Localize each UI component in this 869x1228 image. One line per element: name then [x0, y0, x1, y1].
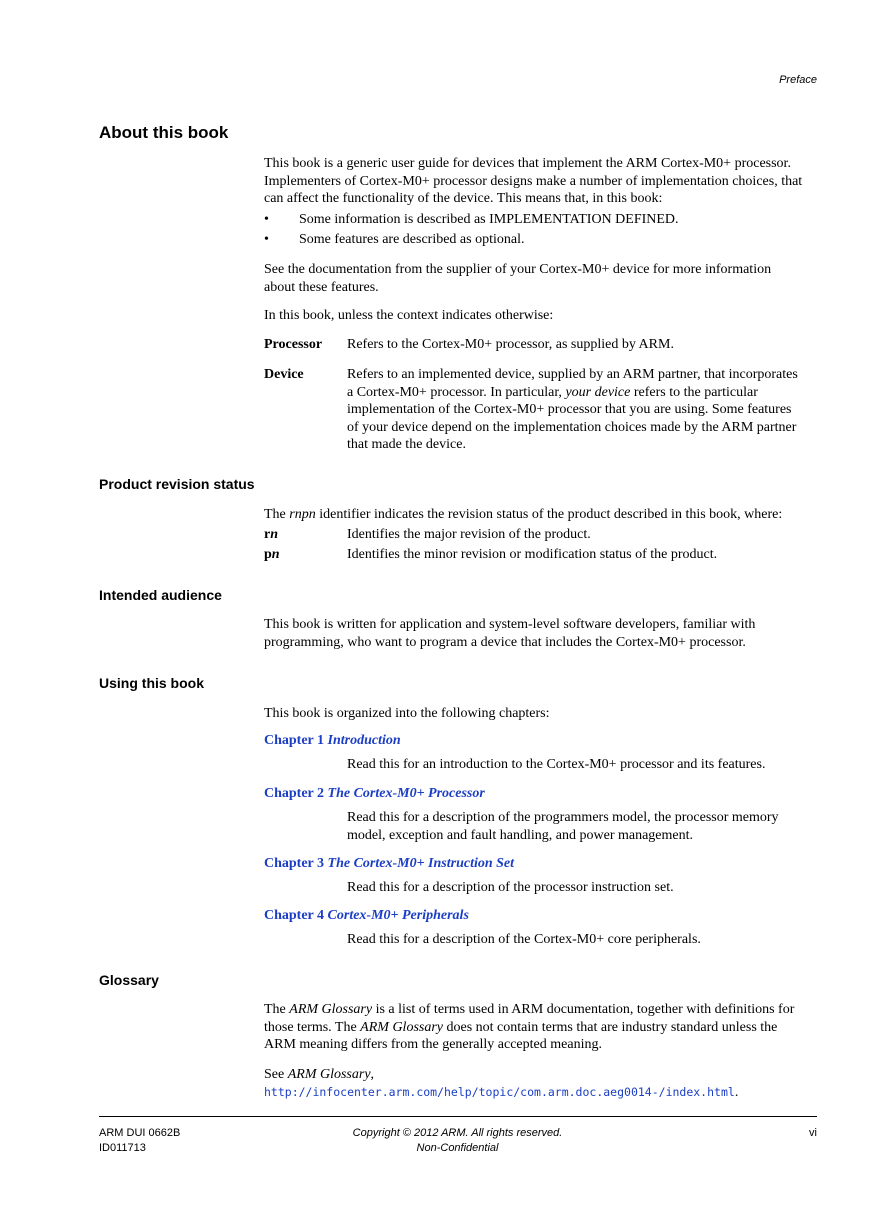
- list-item: • Some features are described as optional.: [264, 232, 525, 247]
- chapter-1-link[interactable]: Chapter 1 Introduction: [264, 733, 401, 748]
- section-heading-using: Using this book: [99, 675, 204, 691]
- audience-text: This book is written for application and system-level software developers, familiar with programming, who want to program a device that includes the Cortex-M0+ processor.: [264, 617, 756, 650]
- term-rn: rn: [264, 527, 279, 542]
- definition-processor: Refers to the Cortex-M0+ processor, as supplied by ARM.: [347, 337, 674, 352]
- running-header: Preface: [779, 74, 817, 86]
- glossary-text: The ARM Glossary is a list of terms used in ARM documentation, together with definitions for those terms. The ARM Glossary does not contain terms that are industry standard unless the ARM meaning differs from the generally accepted meaning.: [264, 1002, 795, 1052]
- doc-id-2: ID011713: [99, 1142, 146, 1154]
- about-paragraph-2: See the documentation from the supplier of your Cortex-M0+ device for more information about these features.: [264, 262, 772, 295]
- copyright: Copyright © 2012 ARM. All rights reserved.: [352, 1127, 563, 1139]
- chapter-3-link[interactable]: Chapter 3 The Cortex-M0+ Instruction Set: [264, 856, 515, 871]
- term-device: Device: [264, 367, 304, 382]
- section-heading-about: About this book: [99, 123, 229, 142]
- emphasis: your device: [565, 384, 631, 400]
- text-line: This book is a generic user guide for devices that implement the ARM Cortex-M0+ processor.: [264, 156, 791, 171]
- footer-divider: [99, 1116, 817, 1117]
- term-processor: Processor: [264, 337, 323, 352]
- chapter-4-link[interactable]: Chapter 4 Cortex-M0+ Peripherals: [264, 908, 469, 923]
- bullet-list: [264, 211, 819, 249]
- definition-pn: Identifies the minor revision or modification status of the product.: [347, 547, 718, 562]
- glossary-url-link[interactable]: http://infocenter.arm.com/help/topic/com.arm.doc.aeg0014-/index.html: [264, 1084, 735, 1099]
- doc-id: ARM DUI 0662B: [99, 1127, 181, 1139]
- page-number: vi: [809, 1127, 817, 1139]
- bullet: •: [264, 211, 269, 227]
- emphasis: rnpn: [289, 507, 316, 522]
- chapter-4-description: Read this for a description of the Cortex-M0+ core peripherals.: [347, 932, 701, 947]
- list-item: • Some information is described as IMPLEMENTATION DEFINED.: [264, 211, 679, 227]
- definition-rn: Identifies the major revision of the product.: [347, 527, 591, 542]
- section-heading-revision: Product revision status: [99, 476, 255, 492]
- bullet: •: [264, 232, 269, 247]
- definition-device: Refers to an implemented device, supplied by an ARM partner, that incorporates a Cortex-M0+ processor. In particular, your device refers to the particular implementation of the Cortex-M0+ processor that you are using. Some features of your device depend on the implementation choices made by the ARM partner that made the device.: [347, 367, 798, 452]
- using-intro: This book is organized into the following chapters:: [264, 706, 550, 721]
- about-paragraph-3: In this book, unless the context indicates otherwise:: [264, 308, 554, 323]
- about-intro: [264, 155, 819, 249]
- confidentiality: Non-Confidential: [416, 1142, 499, 1154]
- section-heading-audience: Intended audience: [99, 587, 222, 603]
- text-line: Implementers of Cortex-M0+ processor designs make a number of implementation choices, that: [264, 173, 803, 189]
- revision-intro: The rnpn identifier indicates the revision status of the product described in this book, where:: [264, 507, 783, 522]
- text-line: can affect the functionality of the device. This means that, in this book:: [264, 191, 663, 206]
- footer-doc-ids: [99, 1126, 180, 1156]
- chapter-2-link[interactable]: Chapter 2 The Cortex-M0+ Processor: [264, 786, 485, 801]
- chapter-3-description: Read this for a description of the processor instruction set.: [347, 880, 674, 895]
- chapter-1-description: Read this for an introduction to the Cortex-M0+ processor and its features.: [347, 757, 766, 772]
- footer-copyright: [290, 1126, 625, 1156]
- chapter-2-description: Read this for a description of the programmers model, the processor memory model, exception and fault handling, and power management.: [347, 810, 779, 843]
- term-pn: pn: [264, 547, 280, 562]
- section-heading-glossary: Glossary: [99, 972, 159, 988]
- glossary-see: See ARM Glossary, http://infocenter.arm.com/help/topic/com.arm.doc.aeg0014-/index.html.: [264, 1067, 739, 1100]
